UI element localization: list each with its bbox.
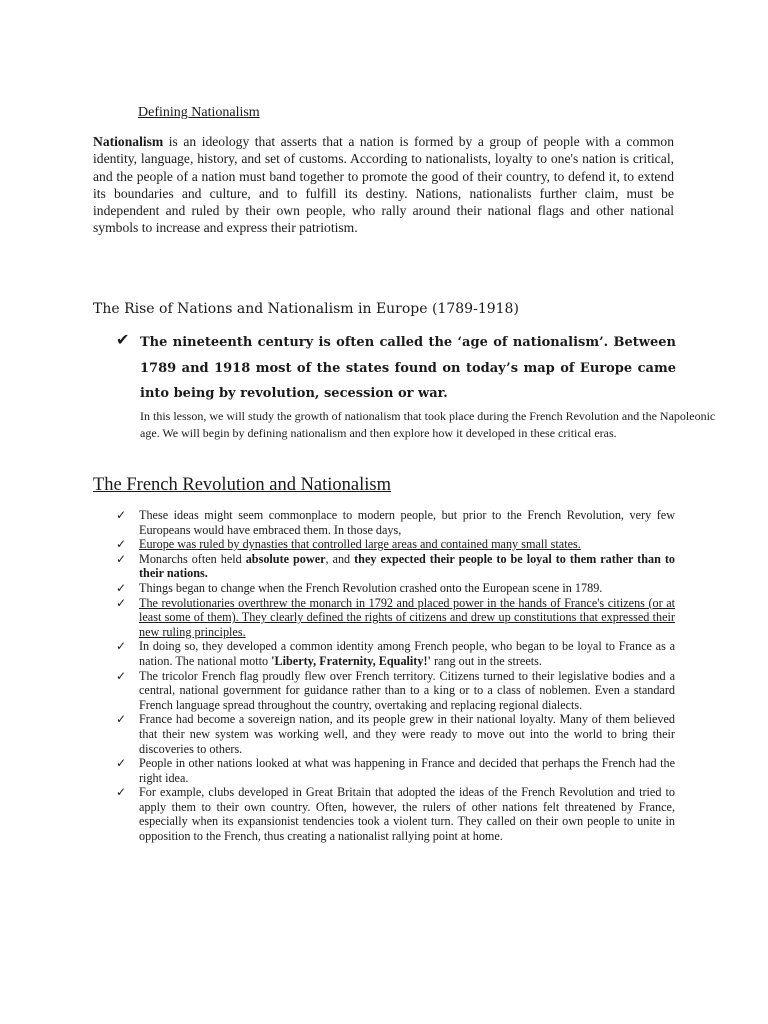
list-item-text: Things began to change when the French Revolution crashed onto the European scene in 1789. bbox=[139, 580, 603, 595]
checkmark-icon: ✓ bbox=[116, 551, 127, 566]
checkmark-icon: ✓ bbox=[116, 595, 127, 610]
list-item-bold: 'Liberty, Fraternity, Equality!' bbox=[271, 653, 431, 668]
list-item bbox=[116, 756, 675, 785]
checkmark-icon: ✔ bbox=[116, 330, 130, 349]
list-item bbox=[116, 596, 675, 640]
list-item-text: These ideas might seem commonplace to modern people, but prior to the French Revolution, very few Europeans would have embraced them. In those days, bbox=[139, 508, 675, 537]
list-item bbox=[116, 639, 675, 668]
rise-bullet-text: The nineteenth century is often called the ‘age of nationalism’. Between 1789 and 1918 most of the states found on today’s map of Europe came into being by revolution, secession or war. bbox=[140, 335, 676, 401]
checkmark-icon: ✓ bbox=[116, 668, 127, 683]
list-item bbox=[116, 669, 675, 713]
defining-nationalism-heading: Defining Nationalism bbox=[138, 105, 260, 120]
list-item-text: rang out in the streets. bbox=[430, 653, 542, 668]
list-item-text: , and bbox=[325, 551, 355, 566]
intro-paragraph bbox=[93, 133, 674, 237]
list-item bbox=[116, 537, 675, 552]
rise-bullet bbox=[116, 330, 676, 407]
rise-heading: The Rise of Nations and Nationalism in Europe (1789-1918) bbox=[93, 301, 519, 317]
list-item-text: For example, clubs developed in Great Britain that adopted the ideas of the French Revolution and tried to apply them to their own country. Often, however, the rulers of other nations felt threatened by France, especially when its expansionist tendencies took a violent turn. They called on their own people to unite in opposition to the French, thus creating a nationalist rallying point at home. bbox=[139, 785, 675, 844]
list-item-text: The tricolor French flag proudly flew over French territory. Citizens turned to their legislative bodies and a central, national government for guidance rather than to a king or to a class of noblemen. Even a standard French language spread throughout the country, overtaking and replacing regional dialects. bbox=[139, 668, 675, 712]
checkmark-icon: ✓ bbox=[116, 639, 127, 654]
rise-paragraph: In this lesson, we will study the growth of nationalism that took place during the French Revolution and the Napoleonic age. We will begin by defining nationalism and then explore how it developed in these critical eras. bbox=[140, 409, 716, 440]
list-item-bold: absolute power bbox=[245, 551, 326, 566]
french-revolution-list bbox=[116, 508, 675, 844]
list-item-text: Monarchs often held bbox=[139, 551, 246, 566]
list-item bbox=[116, 508, 675, 537]
list-item bbox=[116, 785, 675, 843]
list-item-text: The revolutionaries overthrew the monarch in 1792 and placed power in the hands of France's citizens (or at least some of them). They clearly defined the rights of citizens and drew up constitutions that expressed their new ruling principles. bbox=[139, 595, 675, 639]
intro-term: Nationalism bbox=[93, 134, 164, 149]
list-item bbox=[116, 552, 675, 581]
list-item bbox=[116, 581, 675, 596]
list-item bbox=[116, 712, 675, 756]
french-revolution-heading: The French Revolution and Nationalism bbox=[93, 475, 391, 495]
checkmark-icon: ✓ bbox=[116, 756, 127, 771]
list-item-text: Europe was ruled by dynasties that controlled large areas and contained many small states. bbox=[139, 537, 581, 552]
checkmark-icon: ✓ bbox=[116, 580, 127, 595]
intro-text: is an ideology that asserts that a nation is formed by a group of people with a common identity, language, history, and set of customs. According to nationalists, loyalty to one's nation is critical, and the people of a nation must band together to promote the good of their country, to defend it, to extend its boundaries and culture, and to fulfill its destiny. Nations, nationalists further claim, must be independent and ruled by their own people, who rally around their national flags and other national symbols to increase and express their patriotism. bbox=[93, 134, 674, 236]
checkmark-icon: ✓ bbox=[116, 537, 127, 552]
list-item-bold: they expected their people to be loyal to them rather than to their nations. bbox=[139, 551, 675, 581]
checkmark-icon: ✓ bbox=[116, 712, 127, 727]
checkmark-icon: ✓ bbox=[116, 508, 127, 522]
checkmark-icon: ✓ bbox=[116, 785, 127, 800]
list-item-text: France had become a sovereign nation, and its people grew in their national loyalty. Many of them believed that their new system was working well, and they were ready to move out into the world to bring their discoveries to others. bbox=[139, 712, 675, 756]
list-item-text: People in other nations looked at what was happening in France and decided that perhaps the French had the right idea. bbox=[139, 756, 675, 785]
list-item-text: In doing so, they developed a common identity among French people, who began to be loyal to France as a nation. The national motto bbox=[139, 639, 675, 668]
